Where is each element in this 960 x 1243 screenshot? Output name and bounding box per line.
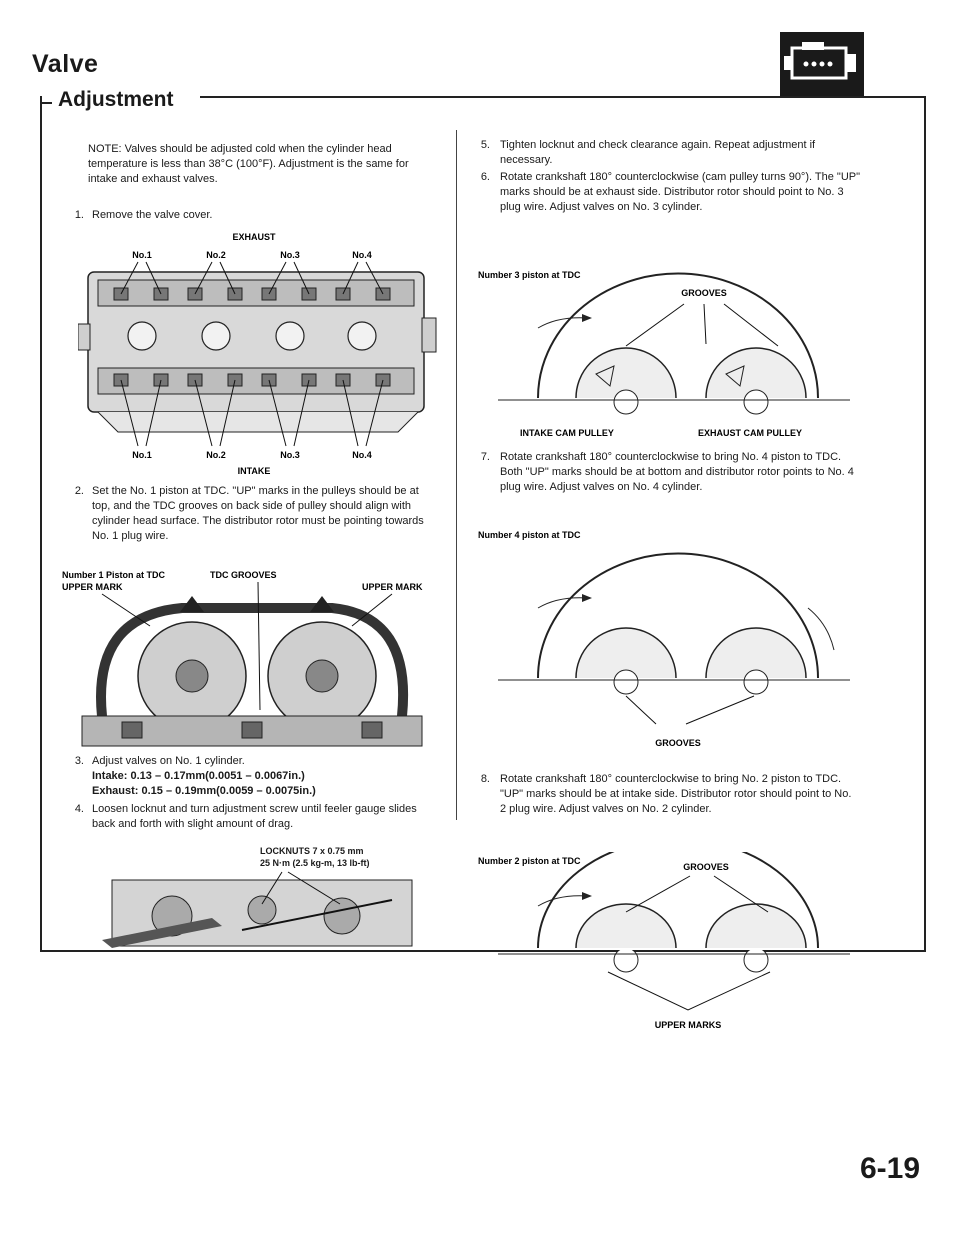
step-number: 4. bbox=[74, 803, 84, 815]
intake-clearance-spec: Intake: 0.13 – 0.17mm(0.0051 – 0.0067in.) bbox=[92, 770, 305, 782]
step-2 bbox=[62, 484, 442, 544]
no4-tdc-figure bbox=[478, 528, 870, 752]
no1-tdc-figure bbox=[62, 566, 442, 748]
step-6 bbox=[470, 170, 870, 215]
fig5-grooves-label: GROOVES bbox=[683, 862, 729, 872]
fig3-exhaust-label: EXHAUST CAM PULLEY bbox=[698, 428, 803, 438]
step-text: Adjust valves on No. 1 cylinder. bbox=[92, 755, 245, 767]
fig5-upper-marks-label: UPPER MARKS bbox=[654, 1020, 722, 1030]
page-title: Valve bbox=[32, 50, 99, 78]
step-5 bbox=[470, 138, 870, 168]
fig3-caption: Number 3 piston at TDC bbox=[478, 270, 581, 280]
fig5-caption: Number 2 piston at TDC bbox=[478, 856, 581, 866]
cam-pulleys-drawing bbox=[538, 852, 818, 948]
fig4-caption: Number 4 piston at TDC bbox=[478, 530, 581, 540]
column-divider bbox=[456, 130, 457, 820]
fig3-intake-label: INTAKE CAM PULLEY bbox=[520, 428, 614, 438]
note-text: NOTE: Valves should be adjusted cold when the cylinder head temperature is less than 38°C (100°F). Adjustment is the same for intake and exhaust valves. bbox=[88, 143, 409, 185]
engine-icon bbox=[778, 30, 866, 98]
top-no2-label: No.2 bbox=[206, 250, 226, 260]
bottom-no2-label: No.2 bbox=[206, 450, 226, 460]
no2-tdc-figure bbox=[478, 852, 870, 950]
no2-tdc-figure-lower bbox=[478, 950, 870, 1036]
bottom-no3-label: No.3 bbox=[280, 450, 300, 460]
bottom-no4-label: No.4 bbox=[352, 450, 372, 460]
step-number: 8. bbox=[480, 773, 490, 785]
exhaust-label: EXHAUST bbox=[232, 232, 276, 242]
bottom-no1-label: No.1 bbox=[132, 450, 152, 460]
fig2-caption: Number 1 Piston at TDC bbox=[62, 570, 166, 580]
step-text: Rotate crankshaft 180° counterclockwise to bring No. 4 piston to TDC. Both "UP" marks should be at bottom and distributor rotor points to No. 4 plug wire. Adjust valves on No. 4 cylinder. bbox=[500, 451, 854, 493]
step-number: 2. bbox=[74, 485, 84, 497]
cam-pulleys-drawing bbox=[498, 274, 850, 414]
top-no3-label: No.3 bbox=[280, 250, 300, 260]
step-8 bbox=[470, 772, 870, 817]
top-no4-label: No.4 bbox=[352, 250, 372, 260]
step-text: Rotate crankshaft 180° counterclockwise (cam pulley turns 90°). The "UP" marks should be at exhaust side. Distributor rotor should point to No. 3 plug wire. Adjust valves on No. 3 cylinder. bbox=[500, 171, 861, 213]
step-7 bbox=[470, 450, 870, 495]
feeler-gauge-drawing bbox=[102, 872, 412, 948]
fig4-grooves-label: GROOVES bbox=[655, 738, 701, 748]
fig3-grooves-label: GROOVES bbox=[681, 288, 727, 298]
cam-pulleys-drawing bbox=[498, 950, 850, 1010]
step-text: Remove the valve cover. bbox=[92, 209, 213, 221]
locknuts-label: LOCKNUTS 7 x 0.75 mm bbox=[260, 846, 364, 856]
step-1 bbox=[62, 208, 442, 223]
fig2-upper-left-label: UPPER MARK bbox=[62, 582, 123, 592]
step-number: 6. bbox=[480, 171, 490, 183]
step-text: Loosen locknut and turn adjustment screw until feeler gauge slides back and forth with slight amount of drag. bbox=[92, 803, 417, 830]
cylinder-head-drawing bbox=[78, 262, 436, 446]
no3-tdc-figure bbox=[478, 268, 870, 444]
section-subtitle: Adjustment bbox=[58, 88, 174, 111]
step-number: 5. bbox=[480, 139, 490, 151]
locknuts-torque: 25 N·m (2.5 kg-m, 13 lb-ft) bbox=[260, 858, 370, 868]
step-4 bbox=[62, 802, 442, 832]
fig2-tdc-label: TDC GROOVES bbox=[210, 570, 277, 580]
page-number: 6-19 bbox=[860, 1152, 921, 1185]
step-number: 3. bbox=[74, 755, 84, 767]
exhaust-clearance-spec: Exhaust: 0.15 – 0.19mm(0.0059 – 0.0075in.) bbox=[92, 785, 316, 797]
step-text: Rotate crankshaft 180° counterclockwise to bring No. 2 piston to TDC. "UP" marks should be at intake side. Distributor rotor should point to No. 2 plug wire. Adjust valves on No. 2 cylinder. bbox=[500, 773, 852, 815]
step-text: Tighten locknut and check clearance again. Repeat adjustment if necessary. bbox=[500, 139, 816, 166]
cam-pulleys-drawing bbox=[498, 554, 850, 724]
step-number: 1. bbox=[74, 209, 84, 221]
cylinder-head-figure bbox=[78, 228, 438, 480]
intake-label: INTAKE bbox=[237, 466, 271, 476]
step-number: 7. bbox=[480, 451, 490, 463]
adjustment-figure bbox=[92, 870, 432, 948]
fig2-upper-right-label: UPPER MARK bbox=[362, 582, 423, 592]
top-no1-label: No.1 bbox=[132, 250, 152, 260]
step-3 bbox=[62, 754, 442, 769]
timing-belt-drawing bbox=[82, 582, 422, 746]
step-text: Set the No. 1 piston at TDC. "UP" marks in the pulleys should be at top, and the TDC grooves on back side of pulley should align with cylinder head surface. The distributor rotor must be pointing towards No. 1 plug wire. bbox=[92, 485, 424, 542]
